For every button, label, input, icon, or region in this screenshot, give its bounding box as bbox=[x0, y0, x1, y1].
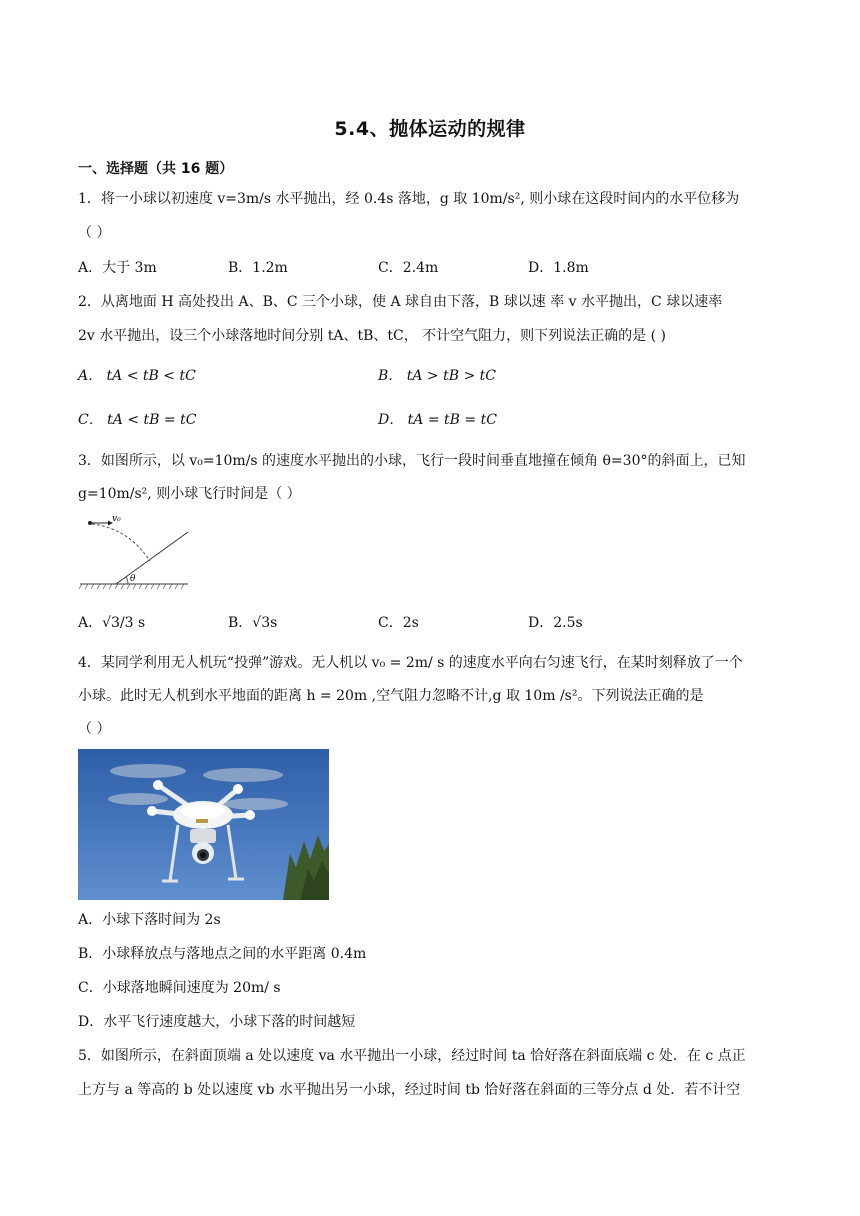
q2-stem-line1: 2．从离地面 H 高处投出 A、B、C 三个小球，使 A 球自由下落，B 球以速 率 v 水平抛出，C 球以速率 bbox=[78, 294, 723, 310]
q3-stem-line1: 3．如图所示，以 v₀=10m/s 的速度水平抛出的小球，飞行一段时间垂直地撞在倾角 θ=30°的斜面上，已知 bbox=[78, 453, 746, 469]
q2-stem-line2: 2v 水平抛出，设三个小球落地时间分别 tA、tB、tC， 不计空气阻力，则下列说法正确的是 ( ) bbox=[78, 328, 666, 344]
q4-option-b: B．小球释放点与落地点之间的水平距离 0.4m bbox=[78, 946, 367, 962]
q2-option-c: C． tA < tB = tC bbox=[78, 412, 197, 428]
q3-option-c: C．2s bbox=[378, 615, 419, 631]
q2-option-d: D． tA = tB = tC bbox=[378, 412, 497, 428]
drone-photo bbox=[78, 749, 329, 900]
q5-stem-line2: 上方与 a 等高的 b 处以速度 vb 水平抛出另一小球，经过时间 tb 恰好落在斜面的三等分点 d 处．若不计空 bbox=[78, 1082, 741, 1098]
q4-stem-line1: 4．某同学利用无人机玩“投弹”游戏。无人机以 v₀ = 2m/ s 的速度水平向右匀速飞行，在某时刻释放了一个 bbox=[78, 655, 743, 671]
q1-stem-line1: 1．将一小球以初速度 v=3m/s 水平抛出，经 0.4s 落地，g 取 10m/s², 则小球在这段时间内的水平位移为 bbox=[78, 191, 740, 207]
document-title: 5.4、抛体运动的规律 bbox=[334, 118, 526, 140]
q3-option-d: D．2.5s bbox=[528, 615, 583, 631]
q4-stem-line2: 小球。此时无人机到水平地面的距离 h = 20m ,空气阻力忽略不计,g 取 10m /s²。下列说法正确的是 bbox=[78, 688, 704, 704]
q3-theta-label: θ bbox=[130, 574, 136, 584]
section-heading: 一、选择题（共 16 题） bbox=[78, 161, 234, 177]
q3-stem-line2: g=10m/s², 则小球飞行时间是（ ） bbox=[78, 486, 301, 502]
q1-option-a: A．大于 3m bbox=[78, 260, 157, 276]
q3-option-a: A．√3/3 s bbox=[78, 615, 146, 631]
q1-stem-line2: （ ） bbox=[78, 225, 111, 241]
q4-option-d: D．水平飞行速度越大，小球下落的时间越短 bbox=[78, 1014, 356, 1030]
q3-incline-figure bbox=[78, 512, 192, 592]
q3-option-b: B．√3s bbox=[228, 615, 278, 631]
q1-option-b: B．1.2m bbox=[228, 260, 288, 276]
q3-v0-label: v₀ bbox=[112, 514, 121, 524]
q1-option-d: D．1.8m bbox=[528, 260, 589, 276]
q1-option-c: C．2.4m bbox=[378, 260, 439, 276]
q4-option-a: A．小球下落时间为 2s bbox=[78, 912, 221, 928]
q5-stem-line1: 5．如图所示，在斜面顶端 a 处以速度 va 水平抛出一小球，经过时间 ta 恰好落在斜面底端 c 处．在 c 点正 bbox=[78, 1048, 746, 1064]
q2-option-a: A． tA < tB < tC bbox=[78, 368, 196, 384]
q4-option-c: C．小球落地瞬间速度为 20m/ s bbox=[78, 980, 281, 996]
q2-option-b: B． tA > tB > tC bbox=[378, 368, 496, 384]
q4-stem-line3: （ ） bbox=[78, 721, 111, 737]
